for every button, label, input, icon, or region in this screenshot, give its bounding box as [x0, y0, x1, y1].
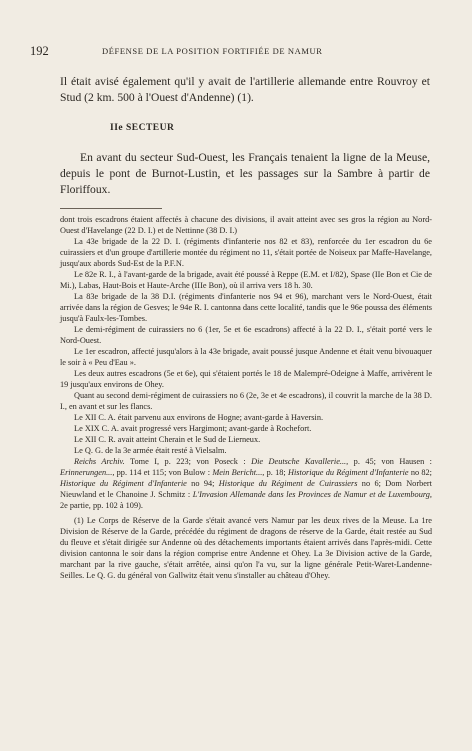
ref-text: no 94; [186, 479, 219, 488]
references-paragraph [60, 456, 432, 511]
ref-text: , p. 18; [262, 468, 288, 477]
ref-text: , pp. 114 et 115; von Bulow : [112, 468, 213, 477]
ref-italic: Mein Bericht... [212, 468, 263, 477]
ref-italic: L'Invasion Allemande dans les Provinces de Namur et de Luxembourg, [192, 490, 432, 499]
footnote-1: (1) Le Corps de Réserve de la Garde s'était avancé vers Namur par les deux rives de la Meuse. La 1re Division de Réserve de la Garde, précédée du régiment de dragons de réserve de la Garde, était restée au Sud du fleuve et s'était dirigée sur Andenne où des détachements importants étaient arrivés dans l'après-midi. Cette division cantonna le soir dans la région comprise entre Andenne et Ohey. La 3e Division active de la Garde, marchant par la rive gauche, s'était arrêtée, ainsi qu'on l'a vu, sur la ligne générale Petit-Waret-Landenne-Seilles. Le Q. G. du général von Gallwitz était venu s'installer au château d'Ohey. [60, 516, 432, 580]
ref-italic: Erinnerungen... [60, 468, 113, 477]
body-paragraph: Il était avisé également qu'il y avait de l'artillerie allemande entre Rouvroy et Stud (2 km. 500 à l'Ouest d'Andenne) (1). [60, 75, 430, 104]
ref-italic: Reichs Archiv. [74, 457, 125, 466]
running-title: DÉFENSE DE LA POSITION FORTIFIÉE DE NAMUR [102, 46, 323, 56]
ref-text: no 6; Dom Norbert Nieuwland et le Chanoine J. Schmitz : [60, 479, 432, 499]
footnote-paragraph: Le XII C. A. était parvenu aux environs de Hogne; avant-garde à Haversin. [74, 413, 324, 422]
ref-italic: Historique du Régiment de Cuirassiers [218, 479, 358, 488]
footnote-paragraph: Les deux autres escadrons (5e et 6e), qui s'étaient portés le 18 de Malempré-Odeigne à Maffe, arrivèrent le 19 jusqu'aux environs de Ohey. [60, 369, 432, 389]
ref-italic: Die Deutsche Kavallerie... [251, 457, 347, 466]
ref-italic: Historique du Régiment d'Infanterie [288, 468, 409, 477]
footnote-continuation: dont trois escadrons étaient affectés à chacune des divisions, il avait atteint avec ses gros la région au Nord-Ouest d'Havelange (22 D. I.) et de Nettinne (38 D. I.) [60, 215, 432, 235]
footnote-paragraph: Le demi-régiment de cuirassiers no 6 (1er, 5e et 6e escadrons) affecté à la 22 D. I., s'était porté vers le Nord-Ouest. [60, 325, 432, 345]
footnote-paragraph: Le 82e R. I., à l'avant-garde de la brigade, avait été poussé à Reppe (E.M. et I/82), Spase (IIe Bon et Cie de Mi.), Labas, Haut-Bois et Haute-Arche (IIIe Bon), où il arriva vers 18 h. 30. [60, 270, 432, 290]
footnote-paragraph: Le XIX C. A. avait progressé vers Hargimont; avant-garde à Rochefort. [74, 424, 312, 433]
footnote-paragraph: La 83e brigade de la 38 D.I. (régiments d'infanterie nos 94 et 96), marchant vers le Nord-Ouest, était arrivée dans la région de Gesves; le 94e R. I. cantonna dans cette localité, tandis que le 96e poussa des éléments jusqu'à Faulx-les-Tombes. [60, 292, 432, 323]
ref-text: 2e partie, pp. 102 à 109). [60, 501, 143, 510]
ref-text: no 82; [408, 468, 432, 477]
footnotes [60, 214, 432, 581]
ref-text: Tome I, p. 223; von Poseck : [124, 457, 252, 466]
page-number: 192 [30, 44, 49, 58]
page-header [30, 44, 432, 60]
footnote-paragraph: Le XII C. R. avait atteint Cherain et le Sud de Lierneux. [74, 435, 261, 444]
footnote-rule [60, 208, 162, 209]
footnote-paragraph: La 43e brigade de la 22 D. I. (régiments d'infanterie nos 82 et 83), renforcée du 1er escadron du 6e cuirassiers et d'un groupe d'artillerie montée du régiment no 11, s'était portée de Noiseux par Maffe-Havelange, jusqu'aux abords Sud-Est de la P.F.N. [60, 237, 432, 268]
ref-text: , p. 45; von Hausen : [346, 457, 432, 466]
footnote-paragraph: Quant au second demi-régiment de cuirassiers no 6 (2e, 3e et 4e escadrons), il couvrit la marche de la 38 D. I., en avant et sur les flancs. [60, 391, 432, 411]
footnote-paragraph: Le Q. G. de la 3e armée était resté à Vielsalm. [74, 446, 227, 455]
body-paragraph: En avant du secteur Sud-Ouest, les Français tenaient la ligne de la Meuse, depuis le pont de Burnot-Lustin, et les passages sur la Sambre à partir de Floriffoux. [60, 151, 430, 196]
ref-italic: Historique du Régiment d'Infanterie [60, 479, 187, 488]
footnote-paragraph: Le 1er escadron, affecté jusqu'alors à la 43e brigade, avait poussé jusque Andenne et était venu bivouaquer le soir à « Peu d'Eau ». [60, 347, 432, 367]
section-heading: IIe SECTEUR [110, 123, 175, 133]
